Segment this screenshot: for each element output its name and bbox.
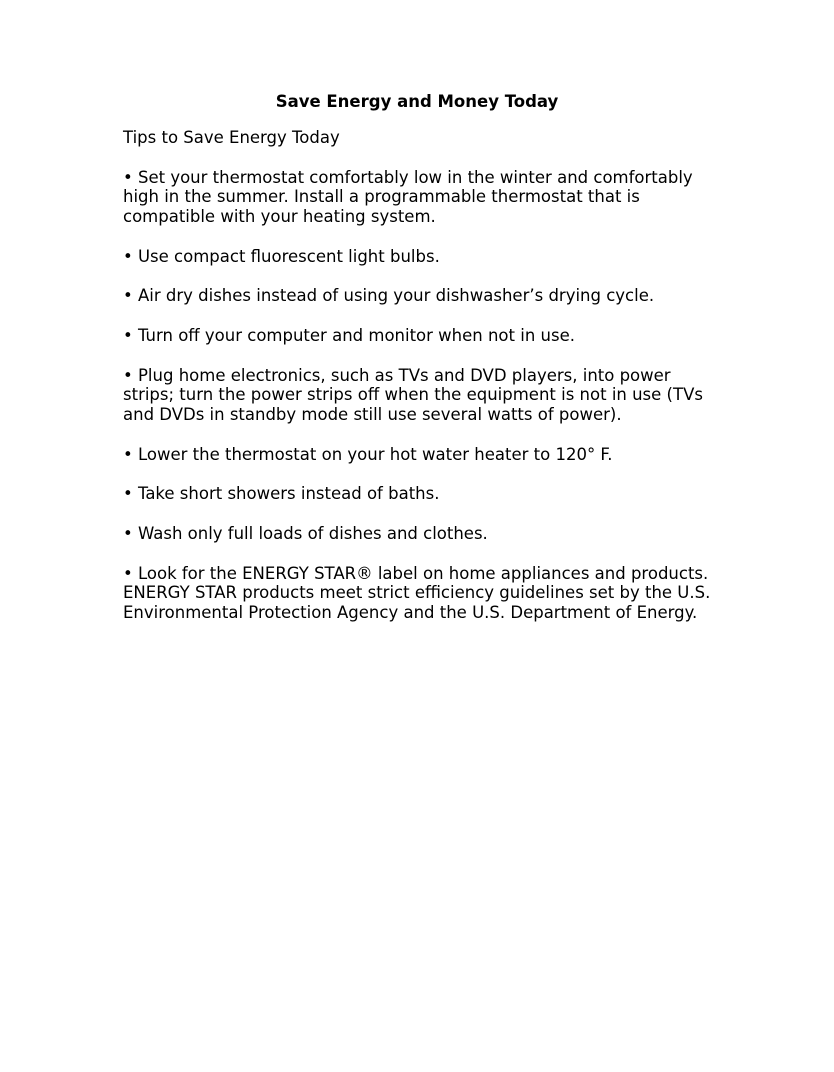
tip-power-strips: • Plug home electronics, such as TVs and DVD players, into power strips; turn the power strips off when the equipment is not in use (TVs and DVDs in standby mode still use several watts of power). xyxy=(123,365,703,425)
tip-full-loads: • Wash only full loads of dishes and clothes. xyxy=(123,523,488,543)
tip-computer-off: • Turn off your computer and monitor when not in use. xyxy=(123,325,575,345)
tip-short-showers: • Take short showers instead of baths. xyxy=(123,484,440,504)
document-content xyxy=(123,90,723,623)
tip-water-heater: • Lower the thermostat on your hot water heater to 120° F. xyxy=(123,444,613,464)
tip-air-dry-dishes: • Air dry dishes instead of using your dishwasher’s drying cycle. xyxy=(123,286,655,306)
page-title: Save Energy and Money Today xyxy=(275,92,559,111)
tip-light-bulbs: • Use compact fluorescent light bulbs. xyxy=(123,246,440,266)
tip-energy-star: • Look for the ENERGY STAR® label on home appliances and products. ENERGY STAR products meet strict efficiency guidelines set by the U.S. Environmental Protection Agency and the U.S. Department of Energy. xyxy=(123,563,711,623)
tip-thermostat: • Set your thermostat comfortably low in the winter and comfortably high in the summer. Install a programmable thermostat that is compatible with your heating system. xyxy=(123,167,693,227)
tips-heading: Tips to Save Energy Today xyxy=(123,128,340,147)
